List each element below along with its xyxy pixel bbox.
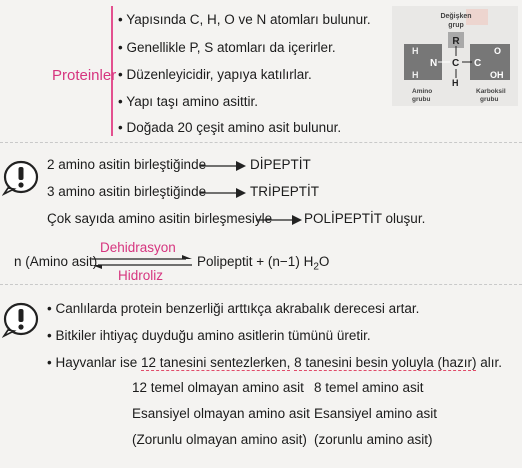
arrow-right-icon <box>256 214 302 226</box>
svg-text:H: H <box>452 78 459 88</box>
nonessential-item: (Zorunlu olmayan amino asit) <box>132 432 307 447</box>
dipeptide-text: 2 amino asitin birleştiğinde <box>47 157 207 172</box>
bullet-ps-atoms: • Genellikle P, S atomları da içerirler. <box>118 40 336 55</box>
fact-plants-produce: • Bitkiler ihtiyaç duyduğu amino asitlerin tümünü üretir. <box>47 328 371 343</box>
svg-text:R: R <box>452 36 460 47</box>
svg-text:grubu: grubu <box>412 96 431 103</box>
divider-line <box>0 284 522 285</box>
tripeptide-text: 3 amino asitin birleştiğinde <box>47 184 207 199</box>
svg-text:grubu: grubu <box>480 96 499 103</box>
essential-item: Esansiyel amino asit <box>314 406 438 421</box>
svg-text:O: O <box>494 46 502 56</box>
amino-acid-structure-diagram <box>392 6 518 106</box>
hydrolysis-label: Hidroliz <box>118 268 164 283</box>
svg-text:Değişken: Değişken <box>440 13 472 20</box>
nonessential-item: Esansiyel olmayan amino asit <box>132 406 310 421</box>
bullet-regulatory: • Düzenleyicidir, yapıya katılırlar. <box>118 67 312 82</box>
dehydration-label: Dehidrasyon <box>100 240 176 255</box>
fact-protein-similarity: • Canlılarda protein benzerliği arttıkça akrabalık derecesi artar. <box>47 301 420 316</box>
essential-item: 8 temel amino asit <box>314 380 424 395</box>
svg-text:Amino: Amino <box>412 88 433 95</box>
svg-text:C: C <box>474 58 482 69</box>
svg-text:H: H <box>412 46 419 56</box>
exclamation-icon <box>2 158 40 196</box>
polypeptide-text: Çok sayıda amino asitin birleşmesiyle <box>47 211 273 226</box>
arrow-right-icon <box>200 187 246 199</box>
divider-line <box>0 142 522 143</box>
section-title-proteinler: Proteinler <box>52 67 117 84</box>
svg-text:Karboksil: Karboksil <box>476 88 506 95</box>
fact-animals: • Hayvanlar ise 12 tanesini sentezlerken, 8 tanesini besin yoluyla (hazır) alır. <box>47 355 503 370</box>
exclamation-icon <box>2 300 40 338</box>
synthesized-count-highlight: 12 tanesini sentezlerken, <box>141 355 291 370</box>
svg-text:N: N <box>430 58 438 69</box>
svg-text:grup: grup <box>448 22 464 29</box>
reaction-product: Polipeptit + (n−1) $H_2O$ <box>197 254 330 273</box>
bullet-building-block: • Yapı taşı amino asittir. <box>118 94 259 109</box>
essential-item: (zorunlu amino asit) <box>314 432 433 447</box>
nonessential-item: 12 temel olmayan amino asit <box>132 380 304 395</box>
essential-count-highlight: 8 tanesini besin yoluyla (hazır) <box>294 355 477 370</box>
bullet-atoms: • Yapısında C, H, O ve N atomları bulunur. <box>118 12 371 27</box>
arrow-right-icon <box>200 160 246 172</box>
svg-text:H: H <box>412 70 419 80</box>
reaction-reactant: n (Amino asit) <box>14 254 98 269</box>
svg-text:OH: OH <box>490 70 504 80</box>
polypeptide-result: POLİPEPTİT oluşur. <box>304 211 426 226</box>
tripeptide-result: TRİPEPTİT <box>250 184 320 199</box>
dipeptide-result: DİPEPTİT <box>250 157 311 172</box>
svg-text:C: C <box>452 58 460 69</box>
bullet-twenty-types: • Doğada 20 çeşit amino asit bulunur. <box>118 120 342 135</box>
